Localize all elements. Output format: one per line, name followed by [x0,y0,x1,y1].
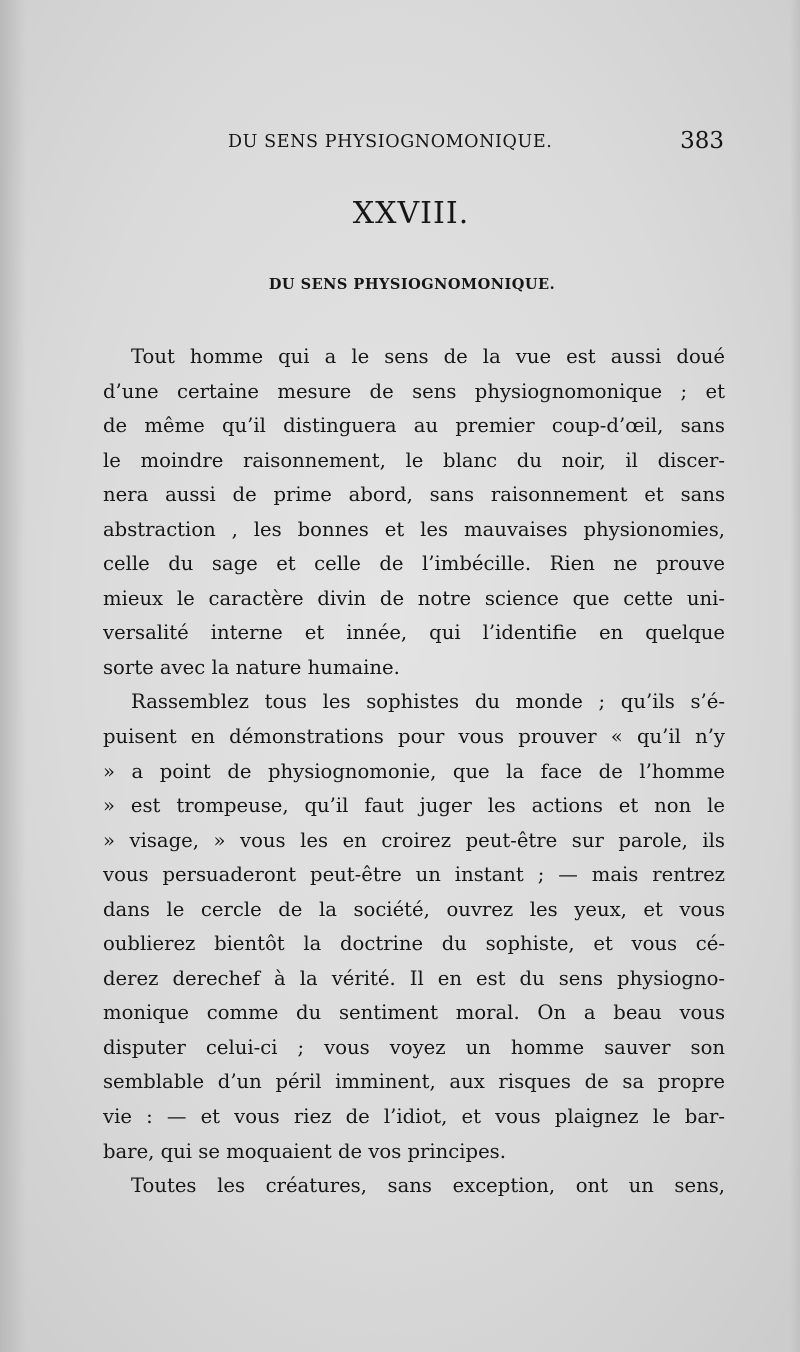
text-line: monique comme du sentiment moral. On a beau vous [103,1001,725,1025]
text-line: Rassemblez tous les sophistes du monde ; qu’ils s’é- [131,690,725,714]
text-line: versalité interne et innée, qui l’identifie en quelque [103,621,725,645]
text-line: dans le cercle de la société, ouvrez les yeux, et vous [103,897,725,921]
text-line: » est trompeuse, qu’il faut juger les actions et non le [103,794,725,818]
text-line: de même qu’il distinguera au premier coup-d’œil, sans [103,414,725,438]
text-line: » a point de physiognomonie, que la face de l’homme [103,759,725,783]
text-line: nera aussi de prime abord, sans raisonnement et sans [103,483,725,507]
text-line: d’une certaine mesure de sens physiognomonique ; et [103,379,725,403]
body-text [103,340,725,1204]
text-line: sorte avec la nature humaine. [103,655,400,679]
text-line: Tout homme qui a le sens de la vue est aussi doué [131,345,725,368]
text-line: vous persuaderont peut-être un instant ; — mais rentrez [103,863,725,887]
running-head [228,128,728,158]
text-line: oublierez bientôt la doctrine du sophiste, et vous cé- [103,932,725,956]
text-line: abstraction , les bonnes et les mauvaises physionomies, [103,517,725,541]
text-line: derez derechef à la vérité. Il en est du sens physiogno- [103,966,725,990]
chapter-number: XXVIII. [352,196,470,231]
chapter-title: DU SENS PHYSIOGNOMONIQUE. [268,276,556,293]
text-line: celle du sage et celle de l’imbécille. Rien ne prouve [103,552,725,576]
text-line: puisent en démonstrations pour vous prouver « qu’il n’y [103,725,725,749]
running-head-title: DU SENS PHYSIOGNOMONIQUE. [228,132,553,152]
text-line: le moindre raisonnement, le blanc du noir, il discer- [103,448,725,472]
text-line: » visage, » vous les en croirez peut-être sur parole, ils [103,828,725,852]
text-line: semblable d’un péril imminent, aux risques de sa propre [103,1070,725,1094]
text-line: vie : — et vous riez de l’idiot, et vous plaignez le bar- [103,1105,725,1129]
text-line: Toutes les créatures, sans exception, ont un sens, [131,1174,725,1198]
text-line: disputer celui-ci ; vous voyez un homme sauver son [103,1035,725,1059]
page-number: 383 [680,128,724,154]
text-line: bare, qui se moquaient de vos principes. [103,1139,506,1163]
text-line: mieux le caractère divin de notre science que cette uni- [103,586,725,610]
